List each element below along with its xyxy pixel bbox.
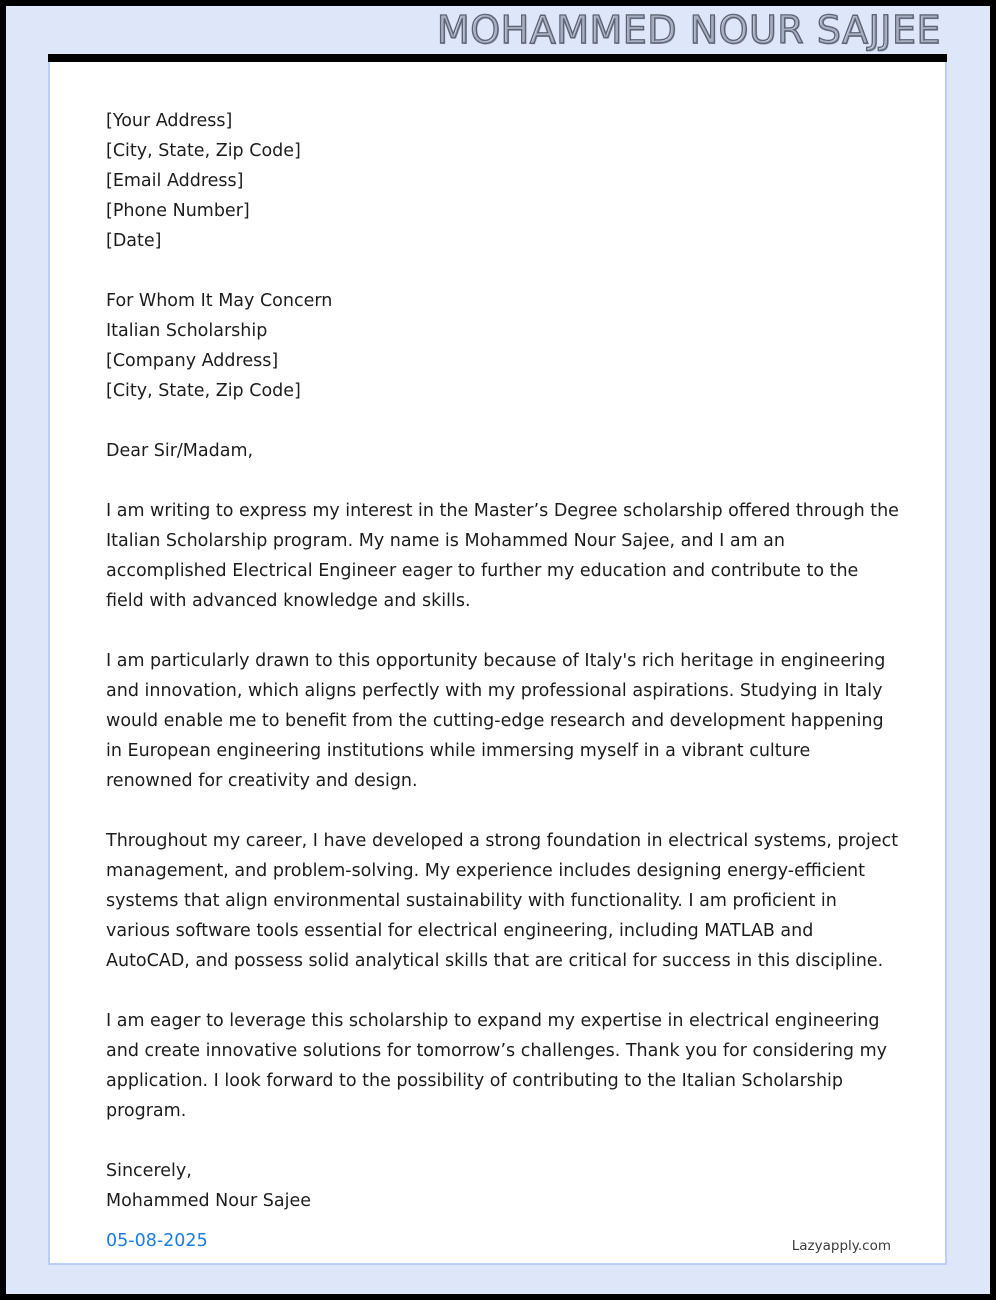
recipient-attention-line: For Whom It May Concern — [106, 291, 333, 311]
valediction-line: Sincerely, — [106, 1161, 192, 1181]
closing-block — [106, 1156, 899, 1256]
sender-address-line: [Your Address] — [106, 111, 233, 131]
letter-date[interactable]: 05-08-2025 — [106, 1231, 208, 1251]
recipient-address-line: [Company Address] — [106, 351, 279, 371]
sender-date-line: [Date] — [106, 231, 162, 251]
recipient-organization-line: Italian Scholarship — [106, 321, 268, 341]
applicant-name-heading: MOHAMMED NOUR SAJJEE — [436, 8, 941, 52]
document-header — [6, 6, 990, 54]
sender-city-line: [City, State, Zip Code] — [106, 141, 301, 161]
cover-letter-card — [48, 62, 947, 1265]
sender-phone-line: [Phone Number] — [106, 201, 250, 221]
sender-email-line: [Email Address] — [106, 171, 244, 191]
body-paragraph-4: I am eager to leverage this scholarship to expand my expertise in electrical engineering and create innovative solutions for tomorrow’s challenges. Thank you for considering my application. I look forward to the possibility of contributing to the Italian Scholarship program. — [106, 1011, 887, 1121]
body-paragraph-1: I am writing to express my interest in the Master’s Degree scholarship offered through the Italian Scholarship program. My name is Mohammed Nour Sajee, and I am an accomplished Electrical Engineer eager to further my education and contribute to the field with advanced knowledge and skills. — [106, 501, 899, 611]
body-paragraph-3: Throughout my career, I have developed a strong foundation in electrical systems, project management, and problem-solving. My experience includes designing energy-efficient systems that align environmental sustainability with functionality. I am proficient in various software tools essential for electrical engineering, including MATLAB and AutoCAD, and possess solid analytical skills that are critical for success in this discipline. — [106, 831, 899, 971]
lazyapply-watermark: Lazyapply.com — [791, 1237, 891, 1254]
recipient-address-block — [106, 286, 899, 406]
recipient-city-line: [City, State, Zip Code] — [106, 381, 301, 401]
salutation-line: Dear Sir/Madam, — [106, 441, 254, 461]
header-divider-rule — [48, 54, 947, 62]
signature-name-line: Mohammed Nour Sajee — [106, 1191, 312, 1211]
body-paragraph-2: I am particularly drawn to this opportunity because of Italy's rich heritage in engineering and innovation, which aligns perfectly with my professional aspirations. Studying in Italy would enable me to benefit from the cutting-edge research and development happening in European engineering institutions while immersing myself in a vibrant culture renowned for creativity and design. — [106, 651, 886, 791]
salutation-block — [106, 436, 899, 466]
sender-address-block — [106, 106, 899, 256]
page-backdrop — [6, 6, 990, 1294]
